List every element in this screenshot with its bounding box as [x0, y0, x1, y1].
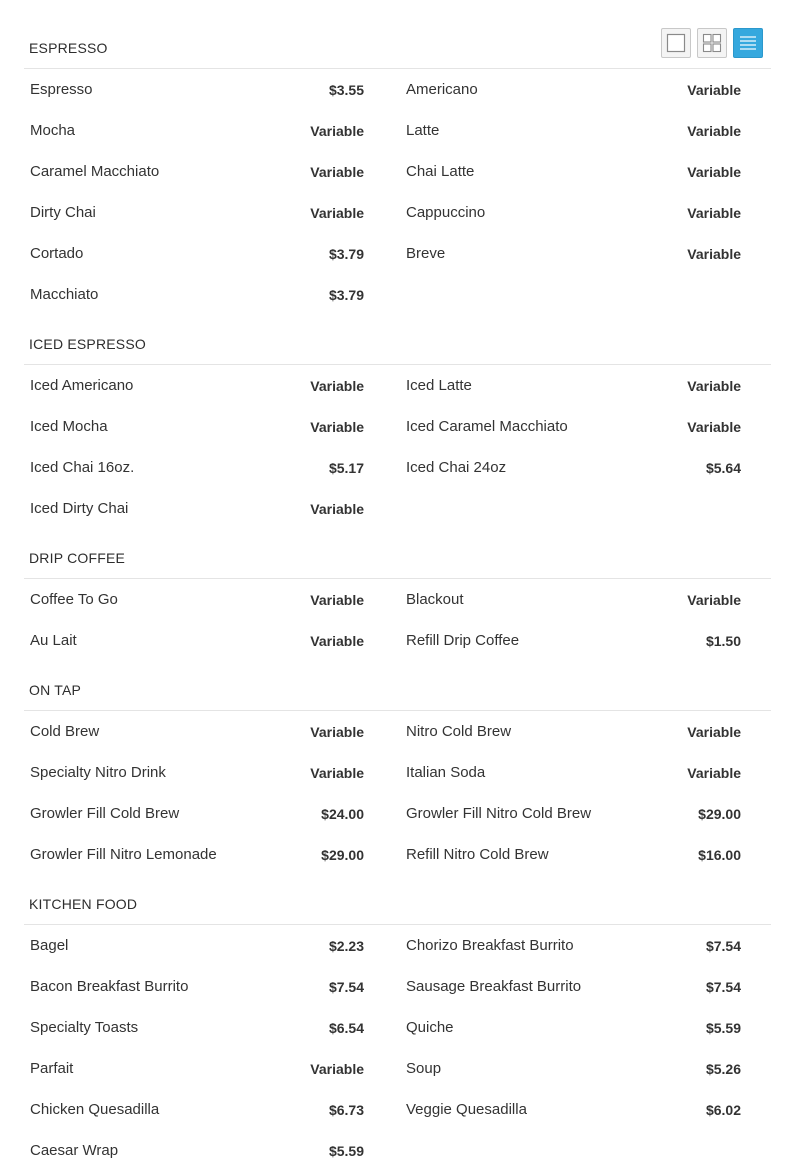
menu-items-grid [24, 69, 771, 315]
menu-list [24, 0, 771, 1167]
menu-item-name: Specialty Toasts [30, 1019, 139, 1036]
menu-item-name: Parfait [30, 1060, 74, 1077]
menu-item-price: $29.00 [321, 846, 364, 863]
menu-item-price: Variable [687, 764, 741, 781]
section-title: DRIP COFFEE [29, 550, 126, 566]
section-title: KITCHEN FOOD [29, 896, 138, 912]
menu-item[interactable] [24, 488, 400, 529]
menu-item-price: Variable [687, 122, 741, 139]
menu-item-name: Growler Fill Nitro Cold Brew [406, 805, 592, 822]
menu-item-name: Chicken Quesadilla [30, 1101, 160, 1118]
menu-item[interactable] [400, 233, 771, 274]
menu-item[interactable] [24, 793, 400, 834]
menu-item-price: $7.54 [328, 978, 364, 995]
menu-item-name: Italian Soda [406, 764, 486, 781]
menu-item-name: Bacon Breakfast Burrito [30, 978, 189, 995]
menu-item-price: Variable [687, 245, 741, 262]
menu-item-name: Iced Dirty Chai [30, 500, 129, 517]
menu-item-price: $5.59 [705, 1019, 741, 1036]
menu-item[interactable] [400, 752, 771, 793]
menu-item[interactable] [24, 274, 400, 315]
menu-item-price: Variable [310, 591, 364, 608]
menu-items-grid [24, 925, 771, 1167]
menu-item[interactable] [400, 1089, 771, 1130]
menu-item-price: $2.23 [328, 937, 364, 954]
menu-item-price: $3.79 [328, 286, 364, 303]
menu-item[interactable] [24, 233, 400, 274]
menu-item-price: Variable [687, 591, 741, 608]
menu-item[interactable] [400, 406, 771, 447]
menu-section [24, 875, 771, 1167]
menu-item-name: Bagel [30, 937, 69, 954]
menu-item-price: Variable [310, 163, 364, 180]
menu-item-name: Cold Brew [30, 723, 100, 740]
menu-item-price: $29.00 [698, 805, 741, 822]
menu-item-price: $16.00 [698, 846, 741, 863]
menu-item[interactable] [400, 151, 771, 192]
menu-item-name: Caramel Macchiato [30, 163, 160, 180]
menu-item-price: Variable [310, 500, 364, 517]
menu-item[interactable] [400, 365, 771, 406]
menu-item[interactable] [400, 1048, 771, 1089]
menu-item-price: Variable [310, 764, 364, 781]
menu-item-name: Growler Fill Cold Brew [30, 805, 180, 822]
menu-item-price: $5.59 [328, 1142, 364, 1159]
menu-item-name: Iced Caramel Macchiato [406, 418, 568, 435]
section-title: ON TAP [29, 682, 82, 698]
menu-item[interactable] [24, 925, 400, 966]
menu-section [24, 0, 771, 315]
menu-item[interactable] [400, 793, 771, 834]
menu-item-price: Variable [310, 418, 364, 435]
menu-item[interactable] [400, 966, 771, 1007]
menu-item-price: Variable [687, 377, 741, 394]
menu-section [24, 529, 771, 661]
menu-item-name: Iced Chai 16oz. [30, 459, 135, 476]
menu-item-name: Iced Chai 24oz [406, 459, 507, 476]
menu-item-name: Chai Latte [406, 163, 475, 180]
menu-item-price: $3.55 [328, 81, 364, 98]
menu-item-price: $5.64 [705, 459, 741, 476]
menu-item-name: Soup [406, 1060, 442, 1077]
menu-item[interactable] [24, 69, 400, 110]
menu-item-price: $1.50 [705, 632, 741, 649]
menu-item-price: $3.79 [328, 245, 364, 262]
menu-item[interactable] [400, 447, 771, 488]
menu-item-name: Growler Fill Nitro Lemonade [30, 846, 217, 863]
menu-item[interactable] [24, 110, 400, 151]
menu-item[interactable] [24, 447, 400, 488]
menu-item[interactable] [400, 834, 771, 875]
menu-section [24, 661, 771, 875]
menu-item[interactable] [400, 711, 771, 752]
menu-item[interactable] [400, 579, 771, 620]
menu-item[interactable] [24, 406, 400, 447]
menu-item-name: Sausage Breakfast Burrito [406, 978, 582, 995]
menu-item[interactable] [24, 711, 400, 752]
menu-item-price: $7.54 [705, 978, 741, 995]
menu-items-grid [24, 365, 771, 529]
menu-section [24, 315, 771, 529]
menu-item-name: Caesar Wrap [30, 1142, 119, 1159]
menu-items-grid [24, 579, 771, 661]
menu-item-name: Latte [406, 122, 440, 139]
menu-item-name: Cortado [30, 245, 84, 262]
menu-item-price: $7.54 [705, 937, 741, 954]
menu-item-price: Variable [687, 163, 741, 180]
menu-item-price: Variable [687, 723, 741, 740]
menu-items-grid [24, 711, 771, 875]
menu-item-name: Iced Latte [406, 377, 472, 394]
menu-item-name: Macchiato [30, 286, 99, 303]
menu-item[interactable] [24, 752, 400, 793]
menu-item[interactable] [400, 192, 771, 233]
menu-item[interactable] [24, 620, 400, 661]
menu-item-price: $5.17 [328, 459, 364, 476]
menu-item-price: Variable [310, 377, 364, 394]
menu-item-name: Quiche [406, 1019, 454, 1036]
menu-item-price: Variable [310, 122, 364, 139]
menu-item-name: Dirty Chai [30, 204, 96, 221]
menu-item-name: Nitro Cold Brew [406, 723, 512, 740]
menu-item-name: Coffee To Go [30, 591, 118, 608]
menu-item[interactable] [24, 1048, 400, 1089]
menu-item-name: Cappuccino [406, 204, 486, 221]
menu-item-price: Variable [687, 204, 741, 221]
menu-item-name: Espresso [30, 81, 93, 98]
menu-item-name: Breve [406, 245, 446, 262]
menu-item[interactable] [24, 1130, 400, 1167]
menu-item[interactable] [24, 192, 400, 233]
menu-item[interactable] [24, 966, 400, 1007]
menu-item[interactable] [24, 365, 400, 406]
menu-item-name: Iced Americano [30, 377, 134, 394]
menu-item-name: Americano [406, 81, 478, 98]
menu-item-price: Variable [310, 204, 364, 221]
menu-item-name: Au Lait [30, 632, 77, 649]
menu-item-price: Variable [310, 723, 364, 740]
section-title: ICED ESPRESSO [29, 336, 146, 352]
menu-item[interactable] [24, 1007, 400, 1048]
menu-item[interactable] [400, 620, 771, 661]
menu-item-name: Refill Drip Coffee [406, 632, 520, 649]
menu-item-price: $6.54 [328, 1019, 364, 1036]
menu-item[interactable] [400, 1007, 771, 1048]
menu-item[interactable] [24, 1089, 400, 1130]
menu-item[interactable] [24, 151, 400, 192]
menu-item-price: $6.02 [705, 1101, 741, 1118]
menu-item-name: Chorizo Breakfast Burrito [406, 937, 574, 954]
menu-item-price: Variable [310, 632, 364, 649]
menu-item-price: Variable [310, 1060, 364, 1077]
menu-item[interactable] [400, 110, 771, 151]
menu-item-price: $24.00 [321, 805, 364, 822]
menu-item-price: Variable [687, 418, 741, 435]
menu-item-name: Specialty Nitro Drink [30, 764, 166, 781]
menu-item-name: Mocha [30, 122, 76, 139]
menu-item-name: Blackout [406, 591, 464, 608]
menu-item-price: $5.26 [705, 1060, 741, 1077]
menu-item-name: Iced Mocha [30, 418, 108, 435]
menu-item[interactable] [400, 69, 771, 110]
section-title: ESPRESSO [29, 40, 108, 56]
menu-item-price: $6.73 [328, 1101, 364, 1118]
menu-item[interactable] [400, 925, 771, 966]
menu-item[interactable] [24, 834, 400, 875]
menu-item-price: Variable [687, 81, 741, 98]
menu-item[interactable] [24, 579, 400, 620]
menu-item-name: Refill Nitro Cold Brew [406, 846, 549, 863]
menu-item-name: Veggie Quesadilla [406, 1101, 527, 1118]
